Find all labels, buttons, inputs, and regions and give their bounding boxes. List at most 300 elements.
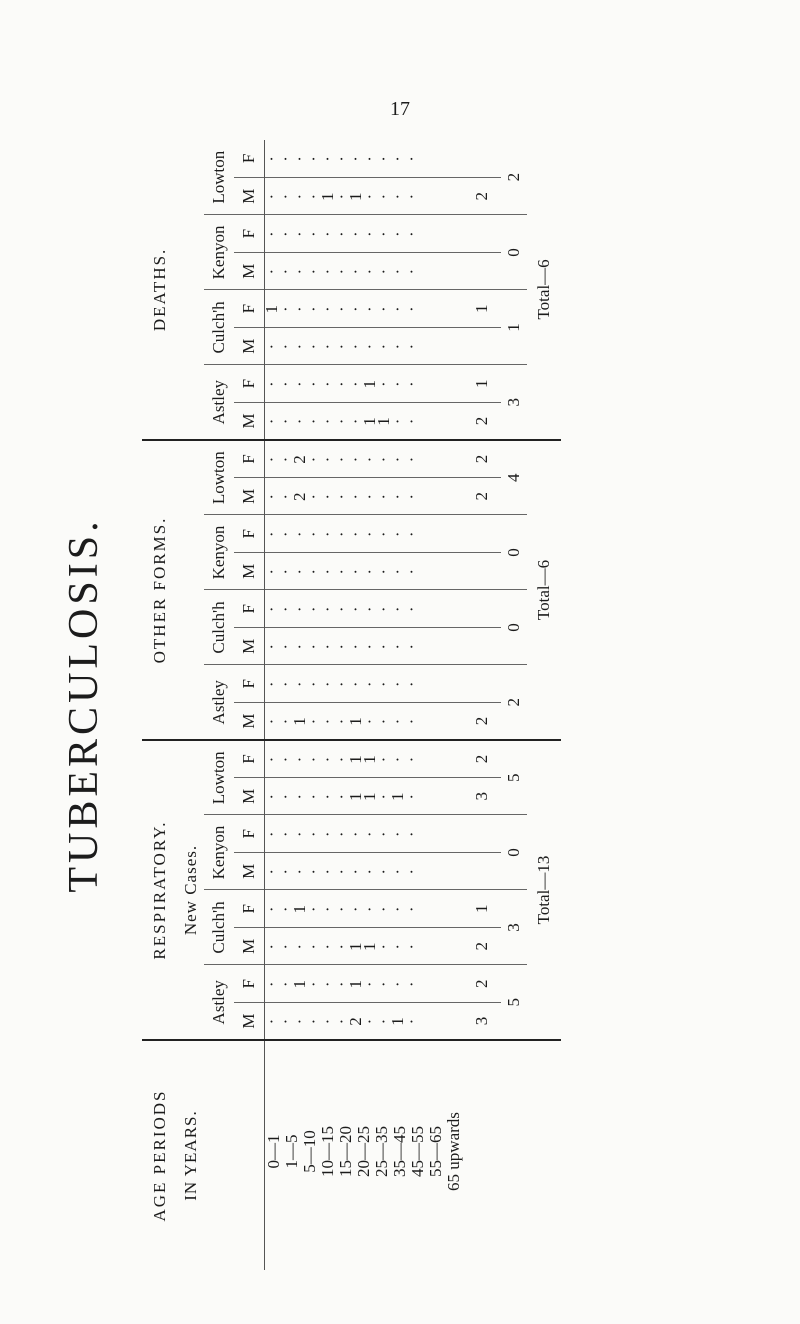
value-column [262, 1003, 464, 1041]
value-cell: · [318, 342, 337, 350]
value-cell: · [318, 605, 337, 613]
value-cell: · [262, 567, 281, 575]
value-cell: 1 [346, 716, 365, 726]
value-cell: · [360, 567, 379, 575]
value-cell: · [388, 305, 407, 313]
section-subheading [178, 140, 204, 440]
district-name: Kenyon [204, 815, 234, 890]
age-period: 5—10 [300, 1130, 319, 1173]
value-cell: · [346, 905, 365, 913]
value-cell: · [388, 942, 407, 950]
value-cell: · [304, 830, 323, 838]
value-cell: · [304, 380, 323, 388]
sex-label-f: F [234, 440, 265, 478]
value-cell: · [388, 567, 407, 575]
value-cell: · [360, 642, 379, 650]
value-cell: · [332, 455, 351, 463]
value-cell: · [262, 492, 281, 500]
sex-label-f: F [234, 515, 265, 553]
value-cell: · [318, 717, 337, 725]
total-m [463, 628, 501, 666]
value-cell: · [318, 492, 337, 500]
value-cell: · [290, 867, 309, 875]
value-cell: · [402, 605, 421, 613]
value-column [262, 853, 464, 891]
district-combined-total: 0 [501, 215, 527, 290]
value-cell: · [304, 867, 323, 875]
value-cell: · [346, 417, 365, 425]
value-cell: · [374, 342, 393, 350]
value-cell: · [276, 792, 295, 800]
value-cell: · [332, 755, 351, 763]
value-cell: · [374, 867, 393, 875]
section-grand-total: Total—13 [527, 740, 561, 1040]
value-cell: · [318, 792, 337, 800]
value-column [262, 628, 464, 666]
value-cell: · [262, 1017, 281, 1025]
age-period-list [265, 1040, 464, 1270]
total-f: 2 [463, 965, 501, 1003]
value-cell: · [276, 942, 295, 950]
value-cell: · [346, 642, 365, 650]
value-cell: · [262, 642, 281, 650]
value-cell: · [290, 755, 309, 763]
value-cell: · [276, 342, 295, 350]
value-cell: 1 [262, 303, 281, 314]
value-cell: · [374, 680, 393, 688]
value-cell: · [304, 492, 323, 500]
value-cell: · [290, 155, 309, 162]
value-cell: · [388, 267, 407, 275]
value-cell: 1 [346, 754, 365, 764]
value-cell: · [402, 567, 421, 575]
value-cell: · [374, 455, 393, 463]
value-cell: · [388, 867, 407, 875]
total-f: 1 [463, 365, 501, 403]
value-cell: · [276, 867, 295, 875]
district-name: Astley [204, 665, 234, 740]
value-cell: · [332, 980, 351, 988]
sex-label-m: M [234, 553, 265, 591]
value-cell: · [374, 567, 393, 575]
value-cell: · [360, 192, 379, 200]
age-spacer [501, 1040, 527, 1270]
value-cell: · [290, 267, 309, 275]
value-cell: · [290, 305, 309, 313]
section-grand-total: Total—6 [527, 440, 561, 740]
total-f: 2 [463, 440, 501, 478]
value-cell: · [262, 830, 281, 838]
value-column [262, 815, 464, 853]
value-column [262, 703, 464, 741]
value-cell: · [388, 455, 407, 463]
value-cell: · [318, 417, 337, 425]
value-cell: · [262, 867, 281, 875]
age-periods-heading: AGE PERIODS [150, 1089, 169, 1222]
value-cell: · [388, 755, 407, 763]
value-cell: · [290, 1017, 309, 1025]
value-cell: · [360, 1017, 379, 1025]
value-column [262, 365, 464, 403]
value-cell: · [388, 830, 407, 838]
value-cell: · [318, 942, 337, 950]
value-cell: · [332, 680, 351, 688]
age-period: 15—20 [336, 1126, 355, 1177]
value-column [262, 515, 464, 553]
value-cell: · [374, 905, 393, 913]
total-m: 2 [463, 177, 501, 215]
value-cell: · [332, 530, 351, 538]
district-combined-total: 1 [501, 290, 527, 365]
value-cell: 2 [290, 491, 309, 501]
value-cell: · [388, 192, 407, 200]
value-cell: · [304, 942, 323, 950]
age-spacer [234, 1040, 265, 1270]
value-cell: · [276, 642, 295, 650]
age-spacer [527, 1040, 561, 1270]
district-name: Lowton [204, 440, 234, 515]
value-cell: · [290, 830, 309, 838]
value-cell: · [374, 230, 393, 238]
value-cell: 1 [346, 941, 365, 951]
value-cell: · [262, 342, 281, 350]
value-cell: 1 [374, 416, 393, 426]
district-combined-total: 2 [501, 140, 527, 215]
value-cell: · [304, 717, 323, 725]
value-cell: · [276, 417, 295, 425]
value-cell: · [360, 305, 379, 313]
value-cell: · [402, 267, 421, 275]
value-cell: · [262, 942, 281, 950]
value-cell: · [304, 305, 323, 313]
total-f: 1 [463, 290, 501, 328]
value-cell: 2 [290, 454, 309, 464]
value-cell: 2 [346, 1016, 365, 1026]
table-title: TUBERCULOSIS. [61, 517, 107, 893]
value-cell: · [290, 942, 309, 950]
value-cell: · [388, 492, 407, 500]
district-combined-total: 3 [501, 365, 527, 440]
value-cell: · [402, 680, 421, 688]
value-cell: · [318, 755, 337, 763]
total-m: 2 [463, 478, 501, 516]
value-column [262, 590, 464, 628]
district-combined-total: 2 [501, 665, 527, 740]
value-cell: · [332, 267, 351, 275]
section-heading: OTHER FORMS. [142, 440, 178, 740]
value-cell: · [374, 1017, 393, 1025]
value-cell: · [332, 792, 351, 800]
value-cell: · [388, 680, 407, 688]
district-combined-total: 4 [501, 440, 527, 515]
value-cell: · [276, 530, 295, 538]
value-cell: · [346, 830, 365, 838]
value-cell: · [360, 905, 379, 913]
total-f [463, 515, 501, 553]
total-m [463, 252, 501, 290]
value-cell: · [402, 455, 421, 463]
sex-label-f: F [234, 815, 265, 853]
sex-label-m: M [234, 628, 265, 666]
district-name: Lowton [204, 740, 234, 815]
sex-label-m: M [234, 703, 265, 741]
tuberculosis-table [142, 140, 561, 1270]
value-cell: · [346, 155, 365, 162]
value-cell: 1 [290, 904, 309, 914]
value-cell: · [262, 380, 281, 388]
value-column [262, 215, 464, 253]
value-cell: · [374, 755, 393, 763]
value-cell: · [360, 455, 379, 463]
value-cell: 1 [346, 979, 365, 989]
value-cell: · [276, 455, 295, 463]
value-cell: · [318, 567, 337, 575]
value-cell: 1 [346, 191, 365, 201]
value-cell: · [346, 605, 365, 613]
district-name: Kenyon [204, 215, 234, 290]
value-column [262, 177, 464, 215]
value-cell: · [360, 717, 379, 725]
value-cell: · [332, 717, 351, 725]
value-cell: · [290, 530, 309, 538]
age-period: 45—55 [408, 1126, 427, 1177]
value-cell: · [346, 867, 365, 875]
sex-label-m: M [234, 928, 265, 966]
value-cell: · [304, 530, 323, 538]
value-cell: · [402, 192, 421, 200]
value-cell: · [276, 717, 295, 725]
value-cell: 1 [360, 791, 379, 801]
age-period: 20—25 [354, 1126, 373, 1177]
value-cell: · [332, 605, 351, 613]
value-cell: · [402, 530, 421, 538]
value-cell: 1 [388, 1016, 407, 1026]
district-name: Culch'h [204, 290, 234, 365]
total-m: 3 [463, 1003, 501, 1041]
value-cell: · [374, 717, 393, 725]
value-cell: · [374, 605, 393, 613]
value-cell: · [318, 867, 337, 875]
value-cell: · [374, 492, 393, 500]
value-cell: · [290, 380, 309, 388]
value-cell: · [262, 792, 281, 800]
value-cell: · [318, 980, 337, 988]
value-cell: · [276, 380, 295, 388]
value-cell: · [262, 192, 281, 200]
value-cell: · [332, 305, 351, 313]
age-spacer [204, 1040, 234, 1270]
value-cell: · [290, 605, 309, 613]
value-cell: · [318, 305, 337, 313]
value-cell: · [346, 267, 365, 275]
value-cell: · [360, 342, 379, 350]
value-cell: · [262, 980, 281, 988]
value-cell: · [402, 717, 421, 725]
value-cell: · [262, 417, 281, 425]
sex-label-m: M [234, 478, 265, 516]
value-column [262, 928, 464, 966]
value-cell: · [374, 830, 393, 838]
value-cell: · [360, 830, 379, 838]
value-cell: · [374, 942, 393, 950]
value-cell: · [402, 230, 421, 238]
age-periods-subheading: IN YEARS. [181, 1110, 200, 1201]
value-cell: · [402, 380, 421, 388]
value-cell: · [360, 530, 379, 538]
value-cell: · [304, 267, 323, 275]
value-cell: · [318, 530, 337, 538]
value-cell: · [346, 230, 365, 238]
value-cell: · [318, 1017, 337, 1025]
value-cell: · [360, 680, 379, 688]
value-column [262, 665, 464, 703]
value-cell: · [402, 342, 421, 350]
value-cell: · [346, 567, 365, 575]
value-cell: · [290, 642, 309, 650]
value-cell: · [360, 492, 379, 500]
section-subheading: New Cases. [178, 740, 204, 1040]
sex-label-f: F [234, 590, 265, 628]
value-cell: · [346, 492, 365, 500]
value-cell: · [276, 1017, 295, 1025]
value-cell: · [332, 155, 351, 162]
value-cell: · [262, 905, 281, 913]
value-cell: · [332, 567, 351, 575]
value-cell: · [346, 380, 365, 388]
value-cell: · [332, 1017, 351, 1025]
district-name: Astley [204, 965, 234, 1040]
age-spacer [463, 1040, 501, 1270]
total-m: 2 [463, 928, 501, 966]
value-cell: · [318, 455, 337, 463]
value-cell: · [304, 605, 323, 613]
section-heading: RESPIRATORY. [142, 740, 178, 1040]
value-cell: · [318, 380, 337, 388]
value-cell: · [276, 267, 295, 275]
value-cell: · [276, 567, 295, 575]
value-cell: · [276, 830, 295, 838]
value-cell: · [276, 980, 295, 988]
value-cell: · [262, 230, 281, 238]
value-cell: · [388, 980, 407, 988]
sex-label-m: M [234, 177, 265, 215]
value-cell: · [318, 230, 337, 238]
sex-label-f: F [234, 290, 265, 328]
total-m: 3 [463, 778, 501, 816]
value-cell: · [304, 567, 323, 575]
age-period: 1—5 [282, 1134, 301, 1169]
value-cell: · [304, 792, 323, 800]
value-column [262, 778, 464, 816]
age-period: 25—35 [372, 1126, 391, 1177]
sex-label-f: F [234, 890, 265, 928]
value-cell: · [332, 642, 351, 650]
value-cell: · [388, 905, 407, 913]
value-cell: · [276, 680, 295, 688]
sex-label-f: F [234, 365, 265, 403]
value-cell: · [262, 455, 281, 463]
value-column [262, 440, 464, 478]
value-cell: · [304, 342, 323, 350]
value-cell: · [276, 755, 295, 763]
value-cell: · [304, 642, 323, 650]
value-cell: · [304, 230, 323, 238]
value-cell: · [374, 192, 393, 200]
value-cell: · [318, 642, 337, 650]
value-cell: · [290, 567, 309, 575]
value-column [262, 965, 464, 1003]
value-cell: · [388, 155, 407, 162]
value-cell: · [332, 492, 351, 500]
value-cell: · [276, 155, 295, 162]
district-combined-total: 0 [501, 590, 527, 665]
total-f: 2 [463, 740, 501, 778]
value-cell: · [262, 680, 281, 688]
value-cell: · [402, 492, 421, 500]
value-cell: · [276, 192, 295, 200]
value-column [262, 553, 464, 591]
value-cell: · [402, 155, 421, 162]
age-period: 10—15 [318, 1126, 337, 1177]
sex-label-m: M [234, 853, 265, 891]
total-m [463, 553, 501, 591]
value-cell: · [304, 1017, 323, 1025]
value-cell: · [318, 680, 337, 688]
value-cell: · [346, 530, 365, 538]
value-cell: · [276, 905, 295, 913]
sex-label-f: F [234, 965, 265, 1003]
value-cell: · [374, 267, 393, 275]
total-f [463, 665, 501, 703]
value-cell: · [262, 605, 281, 613]
value-column [262, 327, 464, 365]
total-m [463, 327, 501, 365]
value-cell: · [276, 492, 295, 500]
value-cell: · [388, 605, 407, 613]
value-cell: · [374, 530, 393, 538]
value-cell: · [374, 980, 393, 988]
value-cell: · [304, 680, 323, 688]
value-cell: · [360, 605, 379, 613]
district-name: Culch'h [204, 590, 234, 665]
section-grand-total: Total—6 [527, 140, 561, 440]
value-cell: · [332, 867, 351, 875]
value-column [262, 252, 464, 290]
value-cell: · [402, 642, 421, 650]
value-cell: · [290, 417, 309, 425]
district-name: Kenyon [204, 515, 234, 590]
age-period: 35—45 [390, 1126, 409, 1177]
value-cell: · [276, 305, 295, 313]
value-cell: · [332, 342, 351, 350]
total-m: 2 [463, 402, 501, 440]
district-name: Culch'h [204, 890, 234, 965]
value-cell: · [262, 717, 281, 725]
district-combined-total: 5 [501, 740, 527, 815]
value-cell: · [304, 755, 323, 763]
total-f [463, 815, 501, 853]
value-cell: · [402, 905, 421, 913]
value-column [262, 140, 464, 178]
value-cell: · [262, 155, 281, 162]
value-cell: · [332, 942, 351, 950]
district-combined-total: 0 [501, 815, 527, 890]
value-cell: · [276, 605, 295, 613]
value-cell: · [304, 455, 323, 463]
value-cell: 1 [290, 979, 309, 989]
value-cell: · [402, 792, 421, 800]
total-m [463, 853, 501, 891]
